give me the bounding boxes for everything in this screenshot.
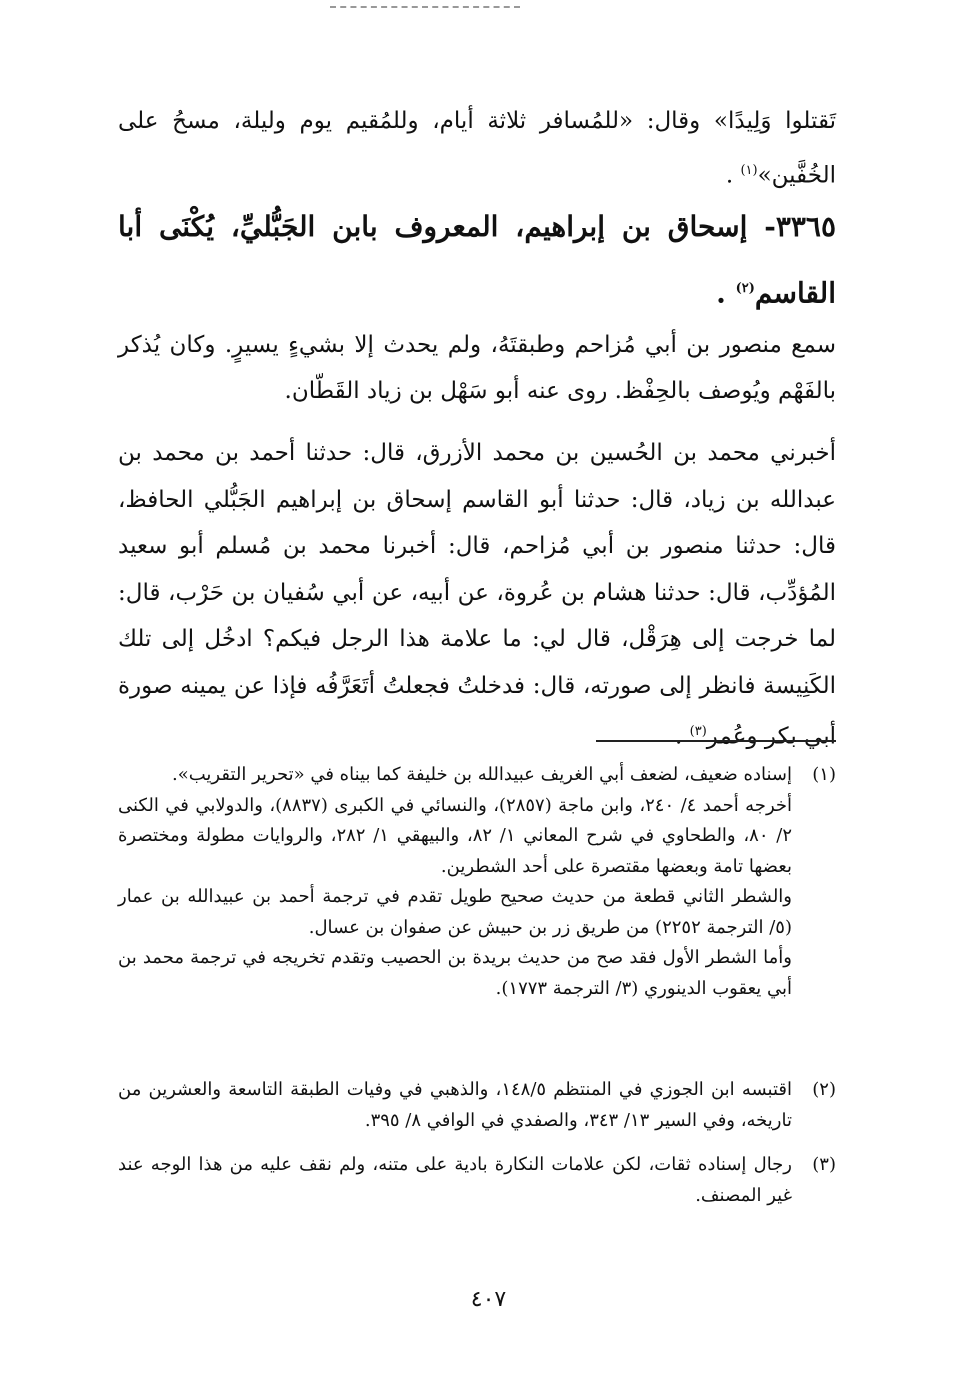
heading-end: . xyxy=(716,276,736,310)
footnote-ref-2: (٢) xyxy=(735,281,755,296)
footnote-line: رجال إسناده ثقات، لكن علامات النكارة بادية على متنه، ولم نقف عليه من هذا الوجه عند غير المصنف. xyxy=(118,1154,792,1206)
hadith-end: . xyxy=(675,723,690,750)
footnote-number: (٢) xyxy=(812,1079,836,1100)
footnote-1 xyxy=(118,760,836,1004)
footnote-divider xyxy=(596,740,836,742)
page-number: ٤٠٧ xyxy=(470,1287,507,1312)
top-decoration xyxy=(330,0,520,8)
entry-heading xyxy=(118,196,836,324)
footnote-number: (١) xyxy=(812,764,836,785)
paragraph-text: تَقتلوا وَلِيدًا» وقال: «للمُسافر ثلاثة أيام، وللمُقيم يوم وليلة، مسحُ على الخُفَّين» xyxy=(118,108,836,189)
footnote-line: وأما الشطر الأول فقد صح من حديث بريدة بن الحصيب وتقدم تخريجه في ترجمة محمد بن أبي يعقوب الدينوري (٣/ الترجمة ١٧٧٣). xyxy=(118,947,792,999)
paragraph-end: . xyxy=(725,162,741,189)
footnote-ref-3: (٣) xyxy=(689,724,707,739)
footnote-line: والشطر الثاني قطعة من حديث صحيح طويل تقدم في ترجمة أحمد بن عبيدالله بن عمار (٥/ الترجمة ٢٢٥٢) من طريق زر بن حبيش عن صفوان بن عسال. xyxy=(118,886,792,938)
footnote-line: اقتبسه ابن الجوزي في المنتظم ١٤٨/٥، والذهبي في وفيات الطبقة التاسعة والعشرين من تاريخه، وفي السير ١٣/ ٣٤٣، والصفدي في الوافي ٨/ ٣٩٥. xyxy=(118,1079,792,1131)
footnote-3 xyxy=(118,1150,836,1211)
hadith-text: أخبرني محمد بن الحُسين بن محمد الأزرق، قال: حدثنا أحمد بن محمد بن عبدالله بن زياد، قال: حدثنا أبو القاسم إسحاق بن إبراهيم الجَبُّلي الحافظ، قال: حدثنا منصور بن أبي مُزاحم، قال: أخبرنا محمد بن مُسلم أبو سعيد المُؤدِّب، قال: حدثنا هشام بن عُروة، عن أبيه، عن أبي سُفيان بن حَرْب، قال: لما خرجت إلى هِرَقْل، قال لي: ما علامة هذا الرجل فيكم؟ ادخُل إلى تلك الكَنِيسة فانظر إلى صورته، قال: فدخلتُ فجعلتُ أتَعَرَّفُه فإذا عن يمينه صورة أبي بكر وعُمر xyxy=(118,440,836,750)
footnote-ref-1: (١) xyxy=(740,163,758,178)
footnote-2 xyxy=(118,1075,836,1136)
hadith-paragraph xyxy=(118,430,836,760)
footnote-line: إسناده ضعيف، لضعف أبي الغريف عبيدالله بن خليفة كما بيناه في «تحرير التقريب». xyxy=(172,764,792,785)
footnote-number: (٣) xyxy=(812,1154,836,1175)
biography-paragraph: سمع منصور بن أبي مُزاحم وطبقتَهُ، ولم يحدث إلا بشيءٍ يسيرٍ. وكان يُذكر بالفَهْم ويُوصف بالحِفْظ. روى عنه أبو سَهْل بن زياد القَطّان. xyxy=(118,332,836,404)
entry-heading-text: ٣٣٦٥- إسحاق بن إبراهيم، المعروف بابن الجَبُّليِّ، يُكْنَى أبا القاسم xyxy=(118,210,836,310)
footnote-line: أخرجه أحمد ٤/ ٢٤٠، وابن ماجة (٢٨٥٧)، والنسائي في الكبرى (٨٨٣٧)، والدولابي في الكنى ٢/ ٨٠، والطحاوي في شرح المعاني ١/ ٨٢، والبيهقي ١/ ٢٨٢، والروايات مطولة ومختصرة بعضها تامة وبعضها مقتصرة على أحد الشطرين. xyxy=(118,794,792,877)
continuation-paragraph xyxy=(118,96,836,201)
